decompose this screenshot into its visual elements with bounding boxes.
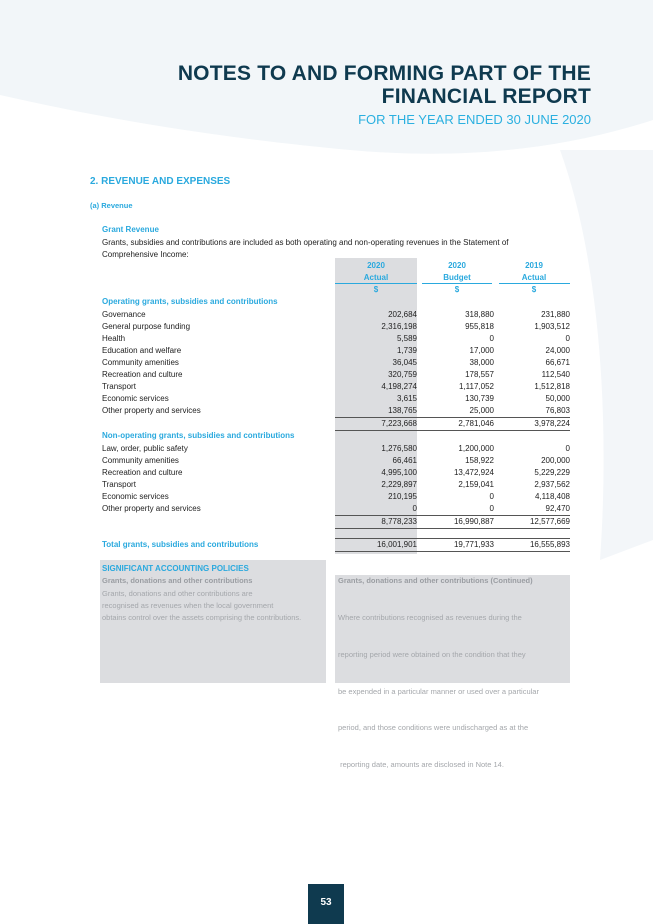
table-row [102, 405, 570, 417]
cell-2020-actual: 7,223,668 [381, 419, 417, 428]
row-label: Other property and services [102, 406, 201, 415]
policies-title: SIGNIFICANT ACCOUNTING POLICIES [102, 564, 249, 573]
table-row [102, 309, 570, 321]
row-label: Governance [102, 310, 146, 319]
cell-2020-budget: 955,818 [465, 322, 494, 331]
page-title: NOTES TO AND FORMING PART OF THE FINANCIAL REPORT [177, 62, 591, 108]
cell-2020-actual: 138,765 [388, 406, 417, 415]
row-label: Recreation and culture [102, 370, 183, 379]
section-heading: 2. REVENUE AND EXPENSES [90, 176, 231, 187]
col-header-type: Actual [363, 273, 389, 282]
col-header-year: 2020 [448, 261, 466, 270]
cell-2020-budget: 38,000 [469, 358, 494, 367]
table-row [102, 467, 570, 479]
cell-2020-actual: 4,198,274 [381, 382, 417, 391]
cell-2020-budget: 158,922 [465, 456, 494, 465]
col-header-unit: $ [454, 285, 460, 294]
table-row [102, 393, 570, 405]
col-header-unit: $ [373, 285, 379, 294]
cell-2020-actual: 210,195 [388, 492, 417, 501]
cell-2019-actual: 1,512,818 [534, 382, 570, 391]
cell-2020-actual: 1,739 [396, 346, 417, 355]
table-row [102, 381, 570, 393]
table-row [102, 321, 570, 333]
cell-2020-budget: 25,000 [469, 406, 494, 415]
cell-2020-actual: 202,684 [388, 310, 417, 319]
row-label: Economic services [102, 394, 169, 403]
table-row [102, 333, 570, 345]
cell-2020-actual: 5,589 [396, 334, 417, 343]
non-operating-group-title: Non-operating grants, subsidies and contributions [102, 431, 295, 440]
table-row [102, 443, 570, 455]
cell-2019-actual: 2,937,562 [534, 480, 570, 489]
col-header-year: 2020 [367, 261, 385, 270]
cell-2020-actual: 66,461 [392, 456, 417, 465]
cell-2020-actual: 8,778,233 [381, 517, 417, 526]
table-row [102, 491, 570, 503]
header-underline [499, 283, 570, 284]
cell-2020-actual: 16,001,901 [376, 540, 417, 549]
cell-2020-budget: 1,117,052 [459, 382, 494, 391]
cell-2020-budget: 17,000 [469, 346, 494, 355]
row-label: Community amenities [102, 358, 179, 367]
cell-2020-actual: 1,276,580 [381, 444, 417, 453]
cell-2020-budget: 19,771,933 [453, 540, 494, 549]
cell-2019-actual: 50,000 [545, 394, 570, 403]
subtotal-rule [335, 430, 570, 431]
cell-2020-actual: 2,316,198 [381, 322, 417, 331]
col-header-type: Actual [521, 273, 547, 282]
page-subtitle: FOR THE YEAR ENDED 30 JUNE 2020 [358, 112, 591, 127]
header-underline [335, 283, 417, 284]
cell-2019-actual: 231,880 [541, 310, 570, 319]
cell-2019-actual: 16,555,893 [529, 540, 570, 549]
grand-total-row [102, 539, 570, 551]
intro-paragraph: Grants, subsidies and contributions are included as both operating and non-operating revenues in the Statement of Comprehensive Income: [102, 238, 509, 259]
table-row [102, 345, 570, 357]
col-header-unit: $ [531, 285, 537, 294]
row-label: Other property and services [102, 504, 201, 513]
row-label: Transport [102, 382, 136, 391]
cell-2019-actual: 0 [565, 444, 570, 453]
cell-2020-budget: 0 [489, 334, 494, 343]
cell-2020-budget: 130,739 [465, 394, 494, 403]
cell-2019-actual: 76,803 [545, 406, 570, 415]
col-header-year: 2019 [525, 261, 543, 270]
cell-2020-actual: 36,045 [392, 358, 417, 367]
cell-2020-actual: 320,759 [388, 370, 417, 379]
cell-2019-actual: 200,000 [541, 456, 570, 465]
operating-group-title: Operating grants, subsidies and contributions [102, 297, 278, 306]
cell-2019-actual: 66,671 [545, 358, 570, 367]
subsection-heading: (a) Revenue [90, 201, 133, 210]
row-label: Education and welfare [102, 346, 182, 355]
policy-right-heading: Grants, donations and other contributions (Continued) [338, 576, 533, 585]
cell-2019-actual: 5,229,229 [534, 468, 570, 477]
operating-subtotal-row [102, 418, 570, 430]
cell-2019-actual: 4,118,408 [535, 492, 570, 501]
subtotal-rule [335, 528, 570, 529]
grant-revenue-heading: Grant Revenue [102, 225, 159, 234]
row-label: Economic services [102, 492, 169, 501]
header-underline [422, 283, 492, 284]
row-label: Community amenities [102, 456, 179, 465]
cell-2019-actual: 92,470 [545, 504, 570, 513]
row-label: Transport [102, 480, 136, 489]
grand-total-label: Total grants, subsidies and contributions [102, 540, 259, 549]
cell-2019-actual: 3,978,224 [534, 419, 570, 428]
cell-2020-actual: 0 [412, 504, 417, 513]
table-row [102, 357, 570, 369]
cell-2019-actual: 12,577,669 [529, 517, 570, 526]
col-header-type: Budget [443, 273, 471, 282]
row-label: Law, order, public safety [102, 444, 188, 453]
cell-2020-budget: 16,990,887 [453, 517, 494, 526]
cell-2020-budget: 0 [489, 492, 494, 501]
cell-2020-budget: 13,472,924 [453, 468, 494, 477]
cell-2020-budget: 0 [489, 504, 494, 513]
table-row [102, 479, 570, 491]
cell-2020-budget: 2,781,046 [458, 419, 494, 428]
policy-right-text: Where contributions recognised as revenues during the reporting period were obtained on the condition that they be expended in a particular manner or used over a particular period, and those conditions were undischarged as at the reporting date, amounts are disclosed in Note 14. [338, 613, 539, 769]
cell-2019-actual: 24,000 [545, 346, 570, 355]
cell-2020-budget: 318,880 [465, 310, 494, 319]
policy-left-heading: Grants, donations and other contributions [102, 576, 253, 585]
cell-2020-actual: 4,995,100 [381, 468, 417, 477]
row-label: Health [102, 334, 126, 343]
policy-left-text: Grants, donations and other contributions are recognised as revenues when the local government obtains control over the assets comprising the contributions. [102, 589, 302, 623]
cell-2020-actual: 2,229,897 [381, 480, 417, 489]
cell-2020-budget: 178,557 [465, 370, 494, 379]
cell-2020-budget: 1,200,000 [458, 444, 494, 453]
row-label: General purpose funding [102, 322, 191, 331]
cell-2020-budget: 2,159,041 [458, 480, 494, 489]
row-label: Recreation and culture [102, 468, 183, 477]
page-number: 53 [320, 897, 332, 908]
cell-2019-actual: 112,540 [541, 370, 570, 379]
table-row [102, 455, 570, 467]
cell-2020-actual: 3,615 [396, 394, 417, 403]
table-row [102, 369, 570, 381]
non-operating-subtotal-row [102, 516, 570, 528]
cell-2019-actual: 1,903,512 [534, 322, 570, 331]
cell-2019-actual: 0 [565, 334, 570, 343]
table-row [102, 503, 570, 515]
total-rule [335, 551, 570, 552]
